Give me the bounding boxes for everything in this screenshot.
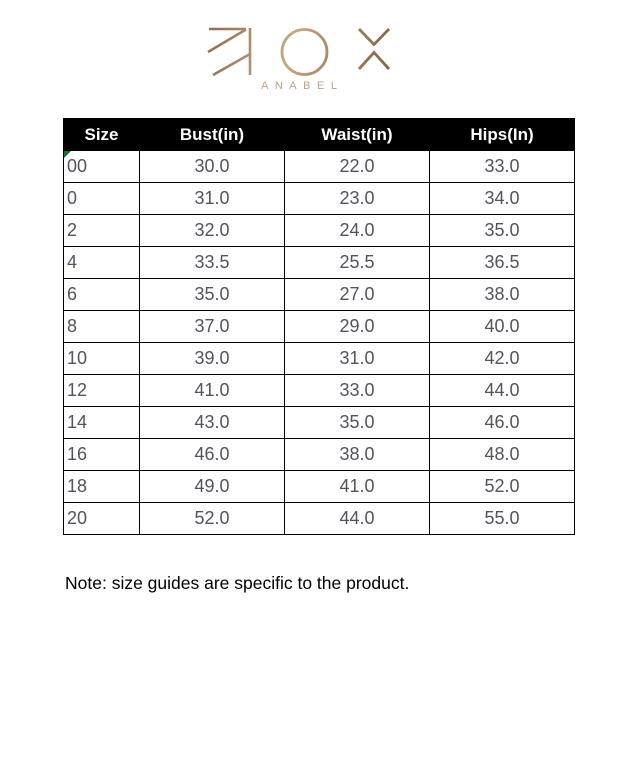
hips-value: 44.0 bbox=[430, 375, 575, 407]
hips-value: 35.0 bbox=[430, 215, 575, 247]
hips-value: 52.0 bbox=[430, 471, 575, 503]
size-value: 12 bbox=[64, 375, 140, 407]
table-row bbox=[64, 407, 575, 439]
bust-value: 33.5 bbox=[140, 247, 285, 279]
bust-value: 35.0 bbox=[140, 279, 285, 311]
bust-value: 30.0 bbox=[140, 151, 285, 183]
hips-value: 36.5 bbox=[430, 247, 575, 279]
hips-value: 46.0 bbox=[430, 407, 575, 439]
table-row bbox=[64, 183, 575, 215]
hips-value: 42.0 bbox=[430, 343, 575, 375]
hips-value: 40.0 bbox=[430, 311, 575, 343]
waist-value: 23.0 bbox=[285, 183, 430, 215]
header-bust: Bust(in) bbox=[140, 119, 285, 151]
waist-value: 27.0 bbox=[285, 279, 430, 311]
brand-subname-text: ANABEL bbox=[261, 80, 344, 92]
table-row bbox=[64, 279, 575, 311]
size-value: 6 bbox=[64, 279, 140, 311]
table-row bbox=[64, 215, 575, 247]
table-row bbox=[64, 151, 575, 183]
size-value: 4 bbox=[64, 247, 140, 279]
waist-value: 31.0 bbox=[285, 343, 430, 375]
waist-value: 33.0 bbox=[285, 375, 430, 407]
bust-value: 49.0 bbox=[140, 471, 285, 503]
hips-value: 55.0 bbox=[430, 503, 575, 535]
waist-value: 41.0 bbox=[285, 471, 430, 503]
logo-letter-o bbox=[282, 30, 327, 75]
note-text: Note: size guides are specific to the product. bbox=[65, 573, 410, 593]
table-row bbox=[64, 471, 575, 503]
nox-logo-letters-icon bbox=[201, 25, 397, 79]
waist-value: 24.0 bbox=[285, 215, 430, 247]
bust-value: 32.0 bbox=[140, 215, 285, 247]
bust-value: 37.0 bbox=[140, 311, 285, 343]
size-value: 0 bbox=[64, 183, 140, 215]
table-row bbox=[64, 503, 575, 535]
table-row bbox=[64, 439, 575, 471]
size-chart-table bbox=[63, 118, 575, 535]
brand-logo bbox=[201, 25, 397, 93]
hips-value: 48.0 bbox=[430, 439, 575, 471]
bust-value: 39.0 bbox=[140, 343, 285, 375]
hips-value: 33.0 bbox=[430, 151, 575, 183]
bust-value: 43.0 bbox=[140, 407, 285, 439]
size-value: 00 bbox=[64, 151, 140, 183]
waist-value: 22.0 bbox=[285, 151, 430, 183]
size-value: 18 bbox=[64, 471, 140, 503]
bust-value: 41.0 bbox=[140, 375, 285, 407]
waist-value: 38.0 bbox=[285, 439, 430, 471]
size-value: 20 bbox=[64, 503, 140, 535]
table-row bbox=[64, 343, 575, 375]
size-value: 2 bbox=[64, 215, 140, 247]
waist-value: 25.5 bbox=[285, 247, 430, 279]
table-row bbox=[64, 311, 575, 343]
waist-value: 35.0 bbox=[285, 407, 430, 439]
table-row bbox=[64, 247, 575, 279]
waist-value: 29.0 bbox=[285, 311, 430, 343]
header-size: Size bbox=[64, 119, 140, 151]
header-waist: Waist(in) bbox=[285, 119, 430, 151]
logo-letter-x bbox=[359, 29, 389, 69]
size-value: 10 bbox=[64, 343, 140, 375]
header-hips: Hips(In) bbox=[430, 119, 575, 151]
bust-value: 31.0 bbox=[140, 183, 285, 215]
bust-value: 52.0 bbox=[140, 503, 285, 535]
size-chart-header-row bbox=[64, 119, 575, 151]
size-value: 16 bbox=[64, 439, 140, 471]
size-value: 14 bbox=[64, 407, 140, 439]
logo-letter-n bbox=[208, 28, 250, 75]
table-row bbox=[64, 375, 575, 407]
size-value: 8 bbox=[64, 311, 140, 343]
bust-value: 46.0 bbox=[140, 439, 285, 471]
cell-comment-indicator-icon bbox=[64, 151, 71, 158]
hips-value: 38.0 bbox=[430, 279, 575, 311]
hips-value: 34.0 bbox=[430, 183, 575, 215]
waist-value: 44.0 bbox=[285, 503, 430, 535]
